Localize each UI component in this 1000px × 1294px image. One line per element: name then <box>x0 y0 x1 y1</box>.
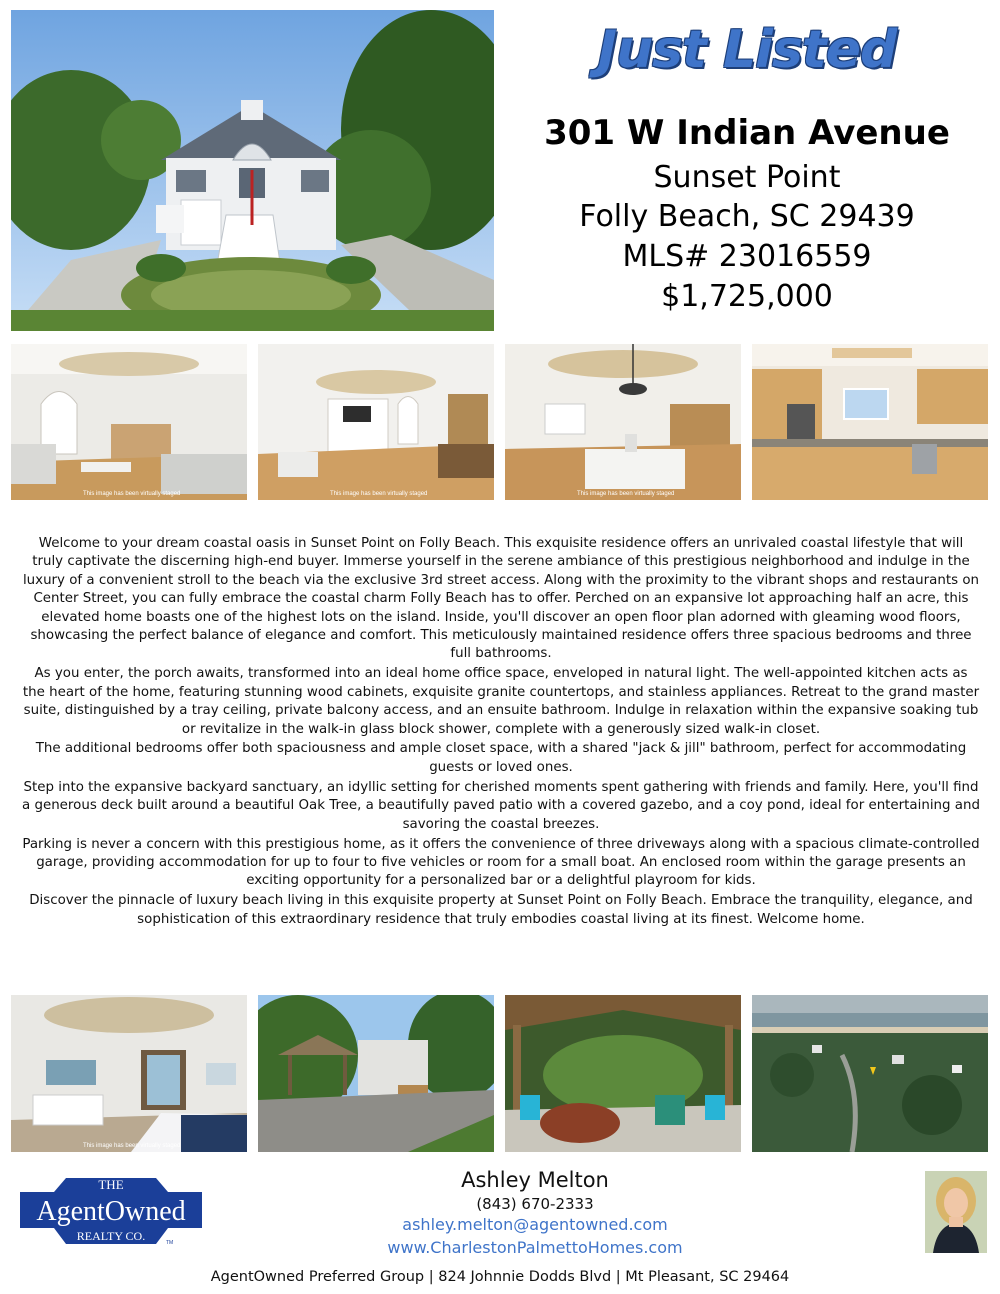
photo-aerial-view <box>752 995 988 1152</box>
master-bedroom-illustration <box>11 995 247 1152</box>
virtually-staged-caption: This image has been virtually staged <box>83 1143 181 1149</box>
photo-dining-room <box>505 344 741 500</box>
description-paragraph: Parking is never a concern with this prestigious home, as it offers the convenience of three driveways along with a spacious climate-controlled garage, providing accommodation for up to four to five vehicles or room for a small boat. An enclosed room within the garage presents an exciting opportunity for a personalized bar or a delightful playroom for kids. <box>22 836 980 889</box>
dining-room-illustration <box>505 344 741 500</box>
hero-photo-exterior <box>11 10 494 331</box>
hero-exterior-illustration <box>11 10 494 331</box>
virtually-staged-caption: This image has been virtually staged <box>577 491 675 497</box>
virtually-staged-caption: This image has been virtually staged <box>83 491 181 497</box>
virtually-staged-caption: This image has been virtually staged <box>330 491 428 497</box>
photo-kitchen <box>752 344 988 500</box>
agent-headshot-illustration <box>925 1171 987 1253</box>
description-paragraph: As you enter, the porch awaits, transformed into an ideal home office space, enveloped in natural light. The well-appointed kitchen acts as the heart of the home, featuring stunning wood cabinets, exquisite granite countertops, and stainless appliances. Retreat to the grand master suite, distinguished by a tray ceiling, private balcony access, and an ensuite bathroom. Indulge in relaxation within the expansive soaking tub or revitalize in the walk-in glass block shower, complete with a generously sized walk-in closet. <box>22 666 980 737</box>
brokerage-footer: AgentOwned Preferred Group | 824 Johnnie Dodds Blvd | Mt Pleasant, SC 29464 <box>210 1269 790 1285</box>
agent-phone: (843) 670-2333 <box>476 1195 594 1213</box>
agentowned-logo <box>16 1170 206 1256</box>
logo-line1: THE <box>98 1177 124 1192</box>
description-paragraph: The additional bedrooms offer both spaciousness and ample closet space, with a shared "jack & jill" bathroom, perfect for accommodating guests or loved ones. <box>35 741 967 775</box>
agent-name: Ashley Melton <box>461 1168 609 1192</box>
city-state-zip: Folly Beach, SC 29439 <box>579 199 915 234</box>
property-description <box>22 535 980 931</box>
aerial-view-illustration <box>752 995 988 1152</box>
gazebo-illustration <box>505 995 741 1152</box>
agent-website-link[interactable]: www.CharlestonPalmettoHomes.com <box>387 1238 683 1257</box>
logo-line3: REALTY CO. <box>76 1229 146 1243</box>
property-address: 301 W Indian Avenue <box>544 113 950 153</box>
backyard-patio-illustration <box>258 995 494 1152</box>
mls-number: MLS# 23016559 <box>622 239 872 274</box>
description-paragraph: Step into the expansive backyard sanctuary, an idyllic setting for cherished moments spent gathering with friends and family. Here, you'll find a generous deck built around a beautiful Oak Tree, a beautifully paved patio with a covered gazebo, and a coy pond, ideal for entertaining and savoring the coastal breezes. <box>22 779 980 832</box>
agentowned-logo-mark <box>16 1170 206 1256</box>
description-paragraph: Discover the pinnacle of luxury beach living in this exquisite property at Sunset Point on Folly Beach. Embrace the tranquility, elegance, and sophistication of this extraordinary residence that truly embodies coastal living at its finest. Welcome home. <box>29 893 973 927</box>
photo-living-room <box>11 344 247 500</box>
living-room-illustration <box>11 344 247 500</box>
photo-gazebo <box>505 995 741 1152</box>
listing-price: $1,725,000 <box>661 279 833 314</box>
great-room-illustration <box>258 344 494 500</box>
logo-line2: AgentOwned <box>36 1196 186 1227</box>
agent-headshot <box>925 1171 987 1253</box>
photo-backyard-patio <box>258 995 494 1152</box>
agent-email-link[interactable]: ashley.melton@agentowned.com <box>402 1215 668 1234</box>
photo-great-room <box>258 344 494 500</box>
logo-tm: TM <box>166 1240 174 1246</box>
description-paragraph: Welcome to your dream coastal oasis in Sunset Point on Folly Beach. This exquisite residence offers an unrivaled coastal lifestyle that will truly captivate the discerning high-end buyer. Immerse yourself in the serene ambiance of this prestigious neighborhood and indulge in the luxury of a convenient stroll to the beach via the exclusive 3rd street access. Along with the proximity to the vibrant shops and restaurants on Center Street, you can fully embrace the coastal charm Folly Beach has to offer. Perched on an expansive lot approaching half an acre, this elevated home boasts one of the highest lots on the island. Inside, you'll discover an open floor plan adorned with gleaming wood floors, showcasing the perfect balance of elegance and comfort. This meticulously maintained residence offers three spacious bedrooms and three full bathrooms. <box>22 536 980 662</box>
photo-master-bedroom <box>11 995 247 1152</box>
subdivision-name: Sunset Point <box>653 160 841 195</box>
just-listed-headline: Just Listed <box>597 20 897 80</box>
kitchen-illustration <box>752 344 988 500</box>
